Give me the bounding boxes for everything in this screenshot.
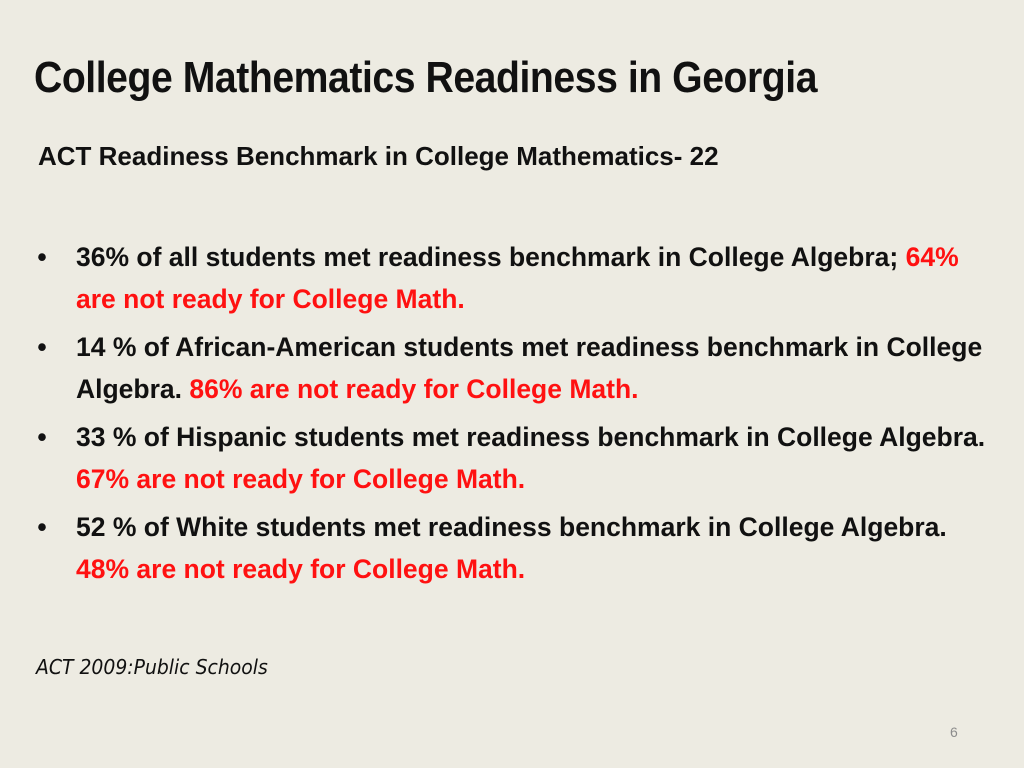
bullet-highlight: 48% are not ready for College Math. <box>76 554 526 584</box>
slide-title: College Mathematics Readiness in Georgia <box>34 53 818 102</box>
bullet-list <box>30 236 990 596</box>
bullet-marker: • <box>37 332 47 362</box>
bullet-text: 36% of all students met readiness benchmark in College Algebra; <box>76 242 906 272</box>
bullet-item-all-students <box>30 236 990 320</box>
bullet-marker: • <box>37 242 47 272</box>
bullet-item-hispanic <box>30 416 990 500</box>
source-citation: ACT 2009:Public Schools <box>36 655 268 679</box>
bullet-marker: • <box>37 512 47 542</box>
bullet-text: 52 % of White students met readiness benchmark in College Algebra. <box>76 512 947 542</box>
bullet-item-african-american <box>30 326 990 410</box>
bullet-text: 33 % of Hispanic students met readiness benchmark in College Algebra. <box>76 422 986 452</box>
bullet-highlight: 67% are not ready for College Math. <box>76 464 526 494</box>
bullet-marker: • <box>37 422 47 452</box>
bullet-item-white <box>30 506 990 590</box>
bullet-highlight: 64% are not ready for College Math. <box>76 242 959 314</box>
page-number: 6 <box>950 724 958 740</box>
slide-subtitle: ACT Readiness Benchmark in College Mathematics- 22 <box>38 141 719 171</box>
bullet-highlight: 86% are not ready for College Math. <box>189 374 639 404</box>
bullet-text: 14 % of African-American students met readiness benchmark in College Algebra. <box>76 332 983 404</box>
